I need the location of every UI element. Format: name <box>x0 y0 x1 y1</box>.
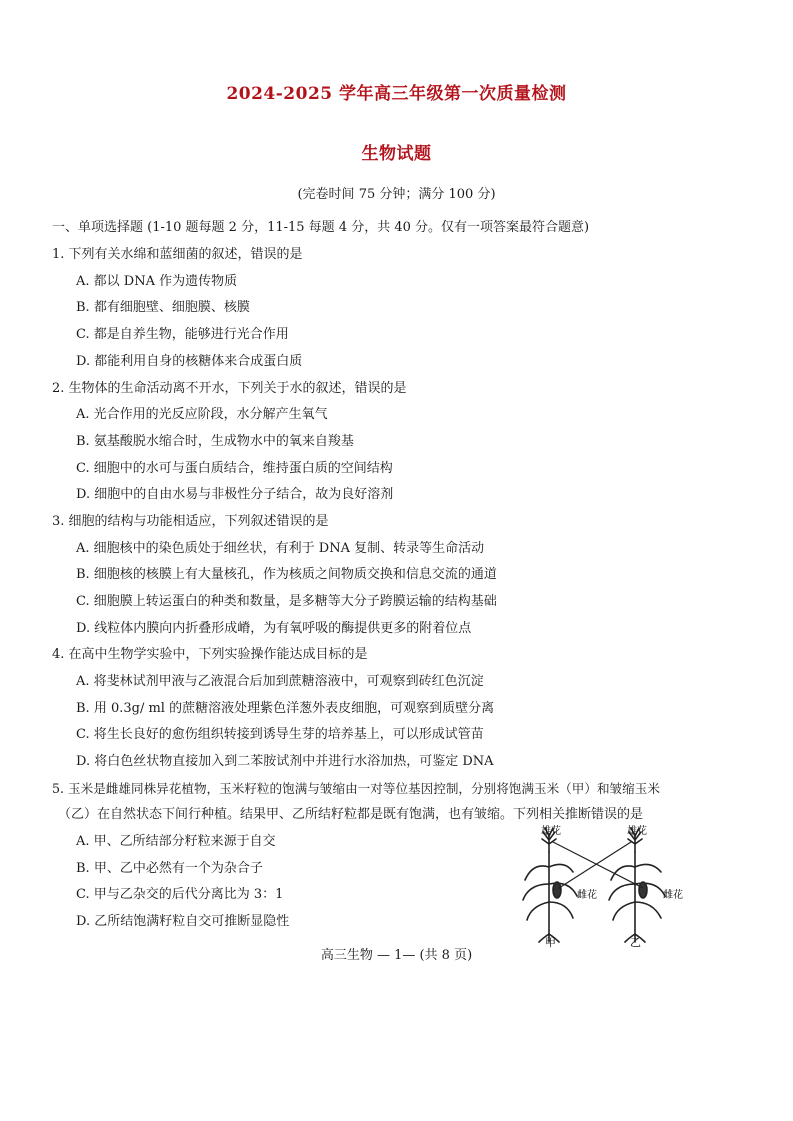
question-5-stem-line2: （乙）在自然状态下间行种植。结果甲、乙所结籽粒都是既有饱满，也有皱缩。下列相关推断错误的是 <box>58 807 644 822</box>
section-heading: 一、单项选择题 (1-10 题每题 2 分，11-15 每题 4 分，共 40 分。仅有一项答案最符合题意) <box>52 220 590 235</box>
question-3-option-b: B. 细胞核的核膜上有大量核孔，作为核质之间物质交换和信息交流的通道 <box>76 567 497 582</box>
question-1-option-a: A. 都以 DNA 作为遗传物质 <box>76 274 238 289</box>
question-5-option-d: D. 乙所结饱满籽粒自交可推断显隐性 <box>76 914 290 929</box>
corn-plants-figure <box>515 822 695 950</box>
question-4-option-c: C. 将生长良好的愈伤组织转接到诱导生芽的培养基上，可以形成试管苗 <box>76 727 484 742</box>
question-4-option-d: D. 将白色丝状物直接加入到二苯胺试剂中并进行水浴加热，可鉴定 DNA <box>76 754 494 769</box>
question-3-option-d: D. 线粒体内膜向内折叠形成嵴，为有氧呼吸的酶提供更多的附着位点 <box>76 621 472 636</box>
question-3-option-a: A. 细胞核中的染色质处于细丝状，有利于 DNA 复制、转录等生命活动 <box>76 541 485 556</box>
label-plant-b: 乙 <box>630 936 641 949</box>
plant-a-drawing <box>523 828 577 942</box>
question-5-option-c: C. 甲与乙杂交的后代分离比为 3：1 <box>76 887 284 902</box>
exam-title: 2024-2025 学年高三年级第一次质量检测 <box>226 84 567 104</box>
label-plant-a: 甲 <box>545 936 556 949</box>
label-female-flower-right: 雌花 <box>663 890 683 901</box>
question-3-stem: 3. 细胞的结构与功能相适应，下列叙述错误的是 <box>52 514 329 529</box>
subject-title: 生物试题 <box>361 144 432 164</box>
question-1-option-b: B. 都有细胞壁、细胞膜、核膜 <box>76 300 250 315</box>
question-2-option-b: B. 氨基酸脱水缩合时，生成物水中的氧来自羧基 <box>76 434 354 449</box>
label-male-flower-left: 雄花 <box>541 826 561 837</box>
question-2-option-c: C. 细胞中的水可与蛋白质结合，维持蛋白质的空间结构 <box>76 461 393 476</box>
question-3-option-c: C. 细胞膜上转运蛋白的种类和数量，是多糖等大分子跨膜运输的结构基础 <box>76 594 497 609</box>
question-1-option-c: C. 都是自养生物，能够进行光合作用 <box>76 327 289 342</box>
question-4-stem: 4. 在高中生物学实验中，下列实验操作能达成目标的是 <box>52 647 368 662</box>
page-footer: 高三生物 — 1— (共 8 页) <box>320 948 473 963</box>
question-1-option-d: D. 都能利用自身的核糖体来合成蛋白质 <box>76 354 303 369</box>
label-male-flower-right: 雄花 <box>627 826 647 837</box>
question-2-option-d: D. 细胞中的自由水易与非极性分子结合，故为良好溶剂 <box>76 487 394 502</box>
question-1-stem: 1. 下列有关水绵和蓝细菌的叙述，错误的是 <box>52 247 303 262</box>
question-4-option-a: A. 将斐林试剂甲液与乙液混合后加到蔗糖溶液中，可观察到砖红色沉淀 <box>76 674 484 689</box>
exam-info: (完卷时间 75 分钟；满分 100 分) <box>297 187 496 202</box>
question-5-stem-line1: 5. 玉米是雌雄同株异花植物，玉米籽粒的饱满与皱缩由一对等位基因控制，分别将饱满玉米（甲）和皱缩玉米 <box>52 781 660 796</box>
label-female-flower-left: 雌花 <box>577 890 597 901</box>
question-5-option-b: B. 甲、乙中必然有一个为杂合子 <box>76 861 263 876</box>
question-2-stem: 2. 生物体的生命活动离不开水，下列关于水的叙述，错误的是 <box>52 381 407 396</box>
question-5-option-a: A. 甲、乙所结部分籽粒来源于自交 <box>76 834 276 849</box>
question-2-option-a: A. 光合作用的光反应阶段，水分解产生氧气 <box>76 407 328 422</box>
question-4-option-b: B. 用 0.3g/ ml 的蔗糖溶液处理紫色洋葱外表皮细胞，可观察到质壁分离 <box>76 701 495 716</box>
